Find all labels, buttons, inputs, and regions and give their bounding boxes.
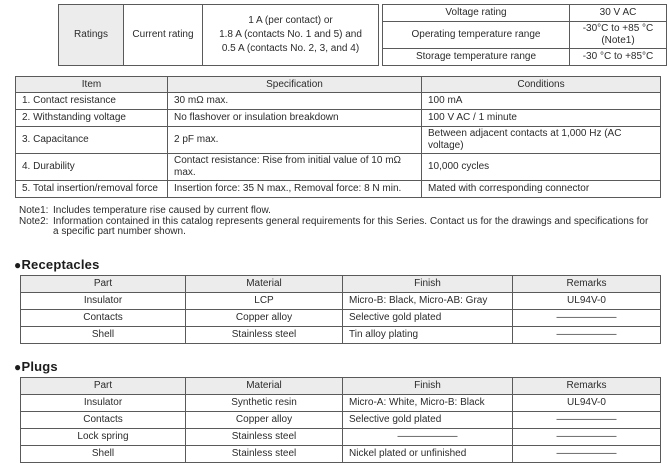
column-header-finish: Finish bbox=[343, 275, 513, 292]
material-cell: Stainless steel bbox=[186, 326, 343, 343]
column-header-finish: Finish bbox=[343, 377, 513, 394]
finish-cell: Nickel plated or unfinished bbox=[343, 445, 513, 462]
plugs-heading bbox=[14, 359, 669, 374]
spec-item-cell: 3. Capacitance bbox=[16, 127, 168, 154]
current-rating-label-cell: Current rating bbox=[124, 5, 203, 66]
column-header-conditions: Conditions bbox=[422, 77, 661, 93]
spec-value-cell: Contact resistance: Rise from initial value of 10 mΩ max. bbox=[168, 154, 422, 181]
finish-cell: Selective gold plated bbox=[343, 411, 513, 428]
spec-condition-cell: Between adjacent contacts at 1,000 Hz (AC voltage) bbox=[422, 127, 661, 154]
note-label: Note2: bbox=[19, 215, 49, 227]
spec-condition-cell: 10,000 cycles bbox=[422, 154, 661, 181]
column-header-specification: Specification bbox=[168, 77, 422, 93]
remarks-cell: —————— bbox=[513, 428, 661, 445]
finish-cell: Micro-A: White, Micro-B: Black bbox=[343, 394, 513, 411]
storage-temp-value: -30 °C to +85°C bbox=[570, 49, 667, 66]
column-header-item: Item bbox=[16, 77, 168, 93]
table-header-row bbox=[21, 377, 661, 394]
column-header-material: Material bbox=[186, 377, 343, 394]
note-label: Note1: bbox=[19, 205, 49, 216]
specification-table bbox=[15, 76, 661, 198]
bullet-icon: ● bbox=[14, 359, 22, 374]
remarks-cell: UL94V-0 bbox=[513, 394, 661, 411]
part-cell: Shell bbox=[21, 445, 186, 462]
material-cell: Copper alloy bbox=[186, 309, 343, 326]
note-text: Information contained in this catalog represents general requirements for this Series. Contact us for the drawings and specifications for a specific part number shown. bbox=[53, 215, 649, 237]
remarks-cell: —————— bbox=[513, 309, 661, 326]
spec-value-cell: 2 pF max. bbox=[168, 127, 422, 154]
table-row bbox=[21, 292, 661, 309]
operating-temp-value: -30°C to +85 °C (Note1) bbox=[570, 22, 667, 49]
spec-value-cell: Insertion force: 35 N max., Removal force: 8 N min. bbox=[168, 181, 422, 198]
current-rating-line: 1.8 A (contacts No. 1 and 5) and bbox=[219, 29, 362, 40]
material-cell: Stainless steel bbox=[186, 445, 343, 462]
table-row bbox=[16, 154, 661, 181]
table-row bbox=[16, 181, 661, 198]
plugs-heading-label: Plugs bbox=[21, 358, 58, 374]
spec-value-cell: 30 mΩ max. bbox=[168, 93, 422, 110]
material-cell: Stainless steel bbox=[186, 428, 343, 445]
spec-item-cell: 1. Contact resistance bbox=[16, 93, 168, 110]
table-row bbox=[16, 110, 661, 127]
column-header-remarks: Remarks bbox=[513, 377, 661, 394]
part-cell: Lock spring bbox=[21, 428, 186, 445]
table-row bbox=[383, 49, 667, 66]
table-row bbox=[59, 5, 379, 66]
receptacles-heading bbox=[14, 257, 669, 272]
table-row bbox=[16, 127, 661, 154]
notes bbox=[19, 206, 669, 238]
ratings-section bbox=[58, 4, 669, 66]
current-rating-table bbox=[58, 4, 379, 66]
part-cell: Contacts bbox=[21, 411, 186, 428]
table-row bbox=[21, 428, 661, 445]
current-rating-line: 0.5 A (contacts No. 2, 3, and 4) bbox=[221, 43, 360, 54]
table-row bbox=[16, 93, 661, 110]
part-cell: Contacts bbox=[21, 309, 186, 326]
plugs-table bbox=[20, 377, 661, 463]
spec-item-cell: 2. Withstanding voltage bbox=[16, 110, 168, 127]
table-row bbox=[383, 5, 667, 22]
column-header-part: Part bbox=[21, 275, 186, 292]
spec-item-cell: 4. Durability bbox=[16, 154, 168, 181]
spec-condition-cell: Mated with corresponding connector bbox=[422, 181, 661, 198]
table-header-row bbox=[16, 77, 661, 93]
bullet-icon: ● bbox=[14, 257, 22, 272]
table-header-row bbox=[21, 275, 661, 292]
finish-cell: Tin alloy plating bbox=[343, 326, 513, 343]
table-row bbox=[21, 411, 661, 428]
table-row bbox=[21, 309, 661, 326]
note-text: Includes temperature rise caused by current flow. bbox=[53, 205, 271, 216]
part-cell: Insulator bbox=[21, 292, 186, 309]
table-row bbox=[21, 394, 661, 411]
finish-cell: Selective gold plated bbox=[343, 309, 513, 326]
receptacles-table bbox=[20, 275, 661, 344]
spec-value-cell: No flashover or insulation breakdown bbox=[168, 110, 422, 127]
material-cell: LCP bbox=[186, 292, 343, 309]
part-cell: Insulator bbox=[21, 394, 186, 411]
table-row bbox=[383, 22, 667, 49]
voltage-rating-label: Voltage rating bbox=[383, 5, 570, 22]
material-cell: Synthetic resin bbox=[186, 394, 343, 411]
remarks-cell: —————— bbox=[513, 326, 661, 343]
finish-cell: Micro-B: Black, Micro-AB: Gray bbox=[343, 292, 513, 309]
ratings-label-cell: Ratings bbox=[59, 5, 124, 66]
table-row bbox=[21, 445, 661, 462]
spec-item-cell: 5. Total insertion/removal force bbox=[16, 181, 168, 198]
column-header-part: Part bbox=[21, 377, 186, 394]
remarks-cell: UL94V-0 bbox=[513, 292, 661, 309]
part-cell: Shell bbox=[21, 326, 186, 343]
spec-condition-cell: 100 mA bbox=[422, 93, 661, 110]
remarks-cell: —————— bbox=[513, 445, 661, 462]
note-1 bbox=[19, 206, 669, 217]
voltage-rating-value: 30 V AC bbox=[570, 5, 667, 22]
remarks-cell: —————— bbox=[513, 411, 661, 428]
ratings-side-table bbox=[382, 4, 667, 66]
storage-temp-label: Storage temperature range bbox=[383, 49, 570, 66]
note-2 bbox=[19, 217, 669, 238]
spec-condition-cell: 100 V AC / 1 minute bbox=[422, 110, 661, 127]
column-header-remarks: Remarks bbox=[513, 275, 661, 292]
receptacles-heading-label: Receptacles bbox=[21, 256, 100, 272]
operating-temp-label: Operating temperature range bbox=[383, 22, 570, 49]
finish-cell: —————— bbox=[343, 428, 513, 445]
current-rating-line: 1 A (per contact) or bbox=[248, 15, 333, 26]
material-cell: Copper alloy bbox=[186, 411, 343, 428]
table-row bbox=[21, 326, 661, 343]
current-rating-value-cell bbox=[203, 5, 379, 66]
column-header-material: Material bbox=[186, 275, 343, 292]
